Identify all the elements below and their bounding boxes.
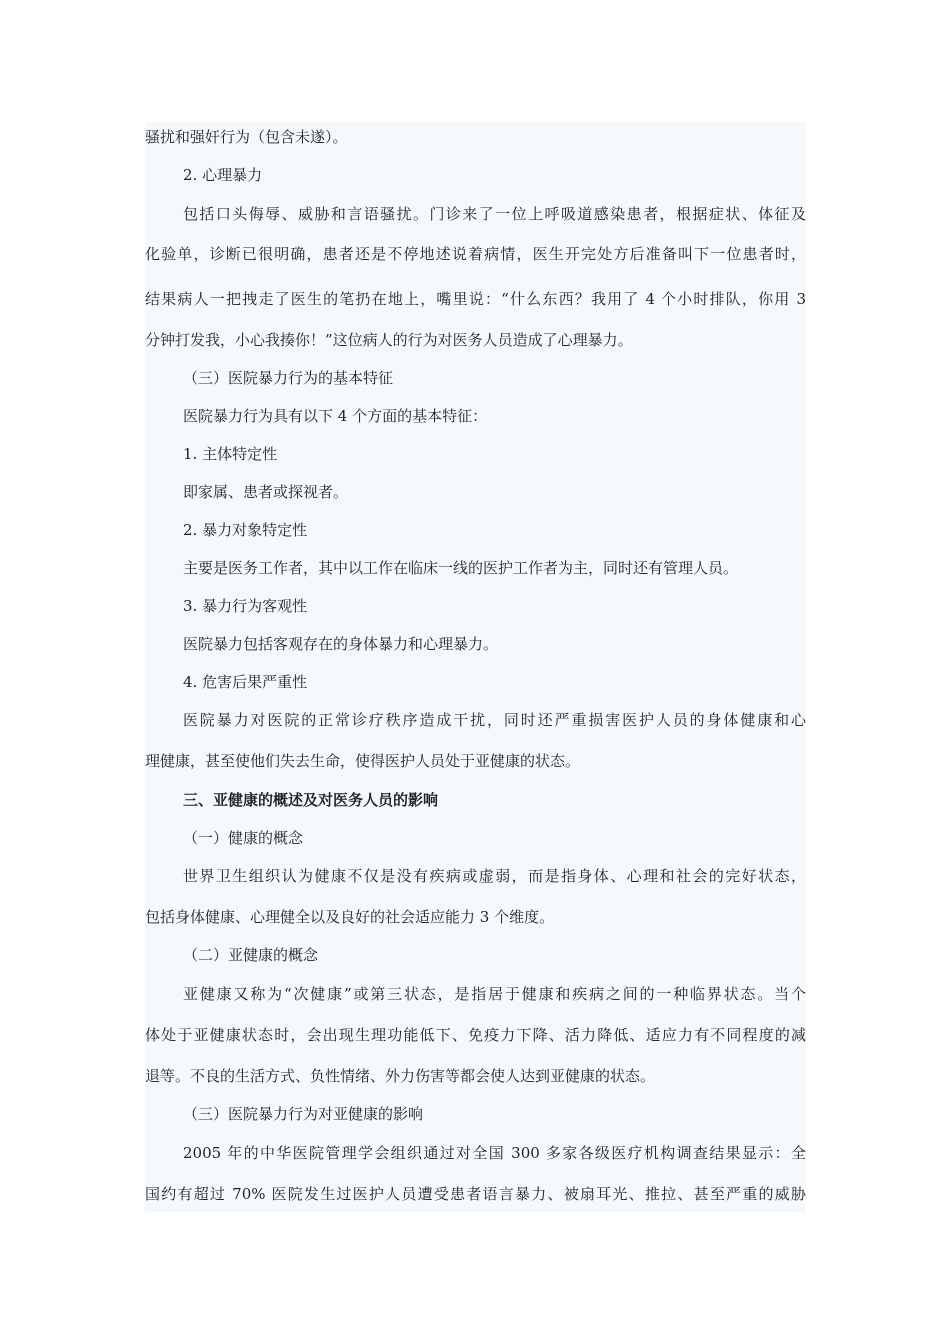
- paragraph-line: 包括身体健康、心理健全以及良好的社会适应能力 3 个维度。: [145, 908, 555, 926]
- paragraph-line: 结果病人一把拽走了医生的笔扔在地上，嘴里说：“什么东西？我用了 4 个小时排队，你用 3: [145, 290, 806, 308]
- paragraph-line: 世界卫生组织认为健康不仅是没有疾病或虚弱，而是指身体、心理和社会的完好状态，: [183, 867, 806, 885]
- subheading: 3. 暴力行为客观性: [183, 597, 308, 615]
- paragraph-line: 理健康，甚至使他们失去生命，使得医护人员处于亚健康的状态。: [145, 752, 581, 770]
- paragraph-line: 医院暴力行为具有以下 4 个方面的基本特征：: [183, 407, 488, 425]
- subheading-psychological-violence: 2. 心理暴力: [183, 166, 263, 184]
- paragraph-line: 体处于亚健康状态时，会出现生理功能低下、免疫力下降、活力降低、适应力有不同程度的减: [145, 1026, 806, 1044]
- paragraph-line: 分钟打发我，小心我揍你！”这位病人的行为对医务人员造成了心理暴力。: [145, 331, 633, 349]
- subheading: 4. 危害后果严重性: [183, 673, 308, 691]
- paragraph-line: 亚健康又称为“次健康”或第三状态，是指居于健康和疾病之间的一种临界状态。当个: [183, 985, 806, 1003]
- paragraph-line: 骚扰和强奸行为（包含未遂）。: [145, 128, 348, 146]
- subheading: 1. 主体特定性: [183, 445, 278, 463]
- paragraph-line: 国约有超过 70% 医院发生过医护人员遭受患者语言暴力、被扇耳光、推拉、甚至严重的威胁: [145, 1185, 806, 1203]
- paragraph-line: 化验单，诊断已很明确，患者还是不停地述说着病情，医生开完处方后准备叫下一位患者时，: [145, 245, 806, 263]
- paragraph-line: 即家属、患者或探视者。: [183, 483, 349, 501]
- paragraph-line: 2005 年的中华医院管理学会组织通过对全国 300 多家各级医疗机构调查结果显示：全: [183, 1144, 806, 1162]
- paragraph-line: 主要是医务工作者，其中以工作在临床一线的医护工作者为主，同时还有管理人员。: [183, 559, 739, 577]
- paragraph-line: 医院暴力对医院的正常诊疗秩序造成干扰，同时还严重损害医护人员的身体健康和心: [183, 711, 806, 729]
- chapter-heading: 三、亚健康的概述及对医务人员的影响: [183, 791, 439, 809]
- text-highlight-area: [145, 122, 806, 1212]
- paragraph-line: 退等。不良的生活方式、负性情绪、外力伤害等都会使人达到亚健康的状态。: [145, 1067, 656, 1085]
- section-heading: （三）医院暴力行为对亚健康的影响: [183, 1105, 424, 1123]
- paragraph-line: 包括口头侮辱、威胁和言语骚扰。门诊来了一位上呼吸道感染患者，根据症状、体征及: [183, 205, 806, 223]
- section-heading: （二）亚健康的概念: [183, 946, 319, 964]
- paragraph-line: 医院暴力包括客观存在的身体暴力和心理暴力。: [183, 635, 499, 653]
- section-heading: （三）医院暴力行为的基本特征: [183, 369, 394, 387]
- section-heading: （一）健康的概念: [183, 829, 304, 847]
- subheading: 2. 暴力对象特定性: [183, 521, 308, 539]
